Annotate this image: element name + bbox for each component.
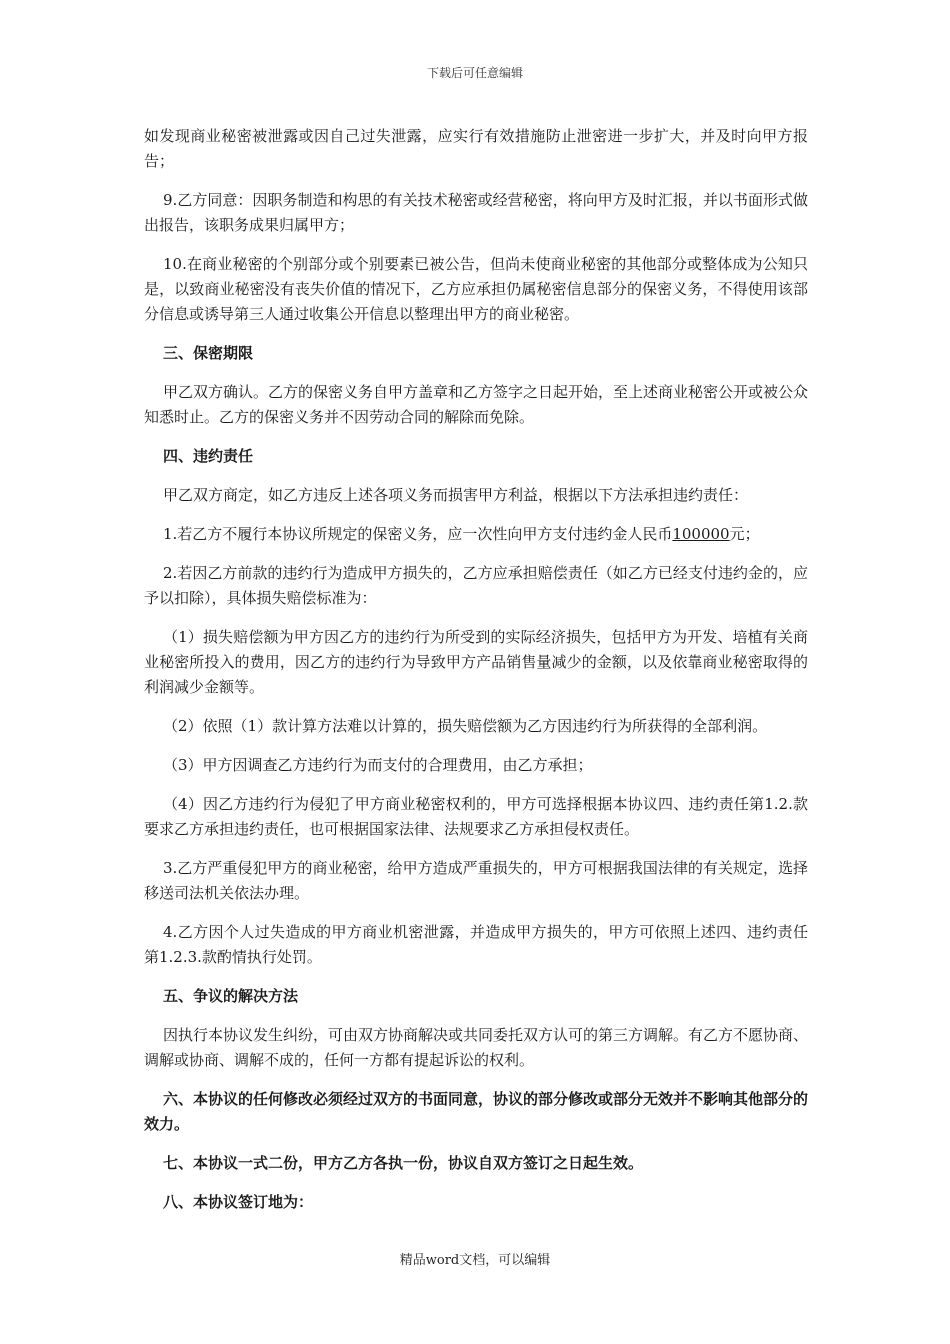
section-heading-confidentiality-period: 三、保密期限 xyxy=(163,344,254,362)
liability-item-1-suffix: 元； xyxy=(729,525,760,543)
clause-9: 9.乙方同意：因职务制造和构思的有关技术秘密或经营秘密，将向甲方及时汇报，并以书面形式做出报告，该职务成果归属甲方； xyxy=(144,191,808,234)
liability-item-1 xyxy=(144,522,808,547)
damage-standard-3: （3）甲方因调查乙方违约行为而支付的合理费用，由乙方承担； xyxy=(163,756,593,774)
confidentiality-period-text: 甲乙双方确认。乙方的保密义务自甲方盖章和乙方签字之日起开始，至上述商业秘密公开或被公众知悉时止。乙方的保密义务并不因劳动合同的解除而免除。 xyxy=(144,383,809,426)
clause-8-continuation: 如发现商业秘密被泄露或因自己过失泄露，应实行有效措施防止泄密进一步扩大，并及时向甲方报告； xyxy=(144,127,808,170)
penalty-amount: 100000 xyxy=(672,525,730,543)
section-heading-dispute: 五、争议的解决方法 xyxy=(163,987,299,1005)
section-six-amendment: 六、本协议的任何修改必须经过双方的书面同意，协议的部分修改或部分无效并不影响其他部分的效力。 xyxy=(144,1090,809,1133)
damage-standard-2: （2）依照（1）款计算方法难以计算的，损失赔偿额为乙方因违约行为所获得的全部利润。 xyxy=(163,717,768,735)
document-body xyxy=(144,124,808,1229)
liability-intro: 甲乙双方商定，如乙方违反上述各项义务而损害甲方利益，根据以下方法承担违约责任： xyxy=(163,486,749,504)
damage-standard-4: （4）因乙方违约行为侵犯了甲方商业秘密权利的，甲方可选择根据本协议四、违约责任第1.2.款要求乙方承担违约责任，也可根据国家法律、法规要求乙方承担侵权责任。 xyxy=(144,795,808,838)
section-seven-copies: 七、本协议一式二份，甲方乙方各执一份，协议自双方签订之日起生效。 xyxy=(163,1154,644,1172)
clause-10: 10.在商业秘密的个别部分或个别要素已被公告，但尚未使商业秘密的其他部分或整体成为公知只是，以致商业秘密没有丧失价值的情况下，乙方应承担仍属秘密信息部分的保密义务，不得使用该部分信息或诱导第三人通过收集公开信息以整理出甲方的商业秘密。 xyxy=(144,255,808,323)
section-heading-liability: 四、违约责任 xyxy=(163,447,254,465)
section-eight-location: 八、本协议签订地为： xyxy=(163,1193,314,1211)
page-footer: 精品word文档，可以编辑 xyxy=(399,1253,551,1268)
page-header: 下载后可任意编辑 xyxy=(426,66,523,80)
damage-standard-1: （1）损失赔偿额为甲方因乙方的违约行为所受到的实际经济损失，包括甲方为开发、培植有关商业秘密所投入的费用，因乙方的违约行为导致甲方产品销售量减少的金额，以及依靠商业秘密取得的利润减少金额等。 xyxy=(144,628,808,696)
liability-item-2: 2.若因乙方前款的违约行为造成甲方损失的，乙方应承担赔偿责任（如乙方已经支付违约金的，应予以扣除），具体损失赔偿标准为： xyxy=(144,564,808,607)
liability-item-4: 4.乙方因个人过失造成的甲方商业机密泄露，并造成甲方损失的，甲方可依照上述四、违约责任 第1.2.3.款酌情执行处罚。 xyxy=(144,923,808,966)
liability-item-1-text: 1.若乙方不履行本协议所规定的保密义务，应一次性向甲方支付违约金人民币 xyxy=(163,525,673,543)
liability-item-3: 3.乙方严重侵犯甲方的商业秘密，给甲方造成严重损失的，甲方可根据我国法律的有关规定，选择移送司法机关依法办理。 xyxy=(144,859,808,902)
dispute-text: 因执行本协议发生纠纷，可由双方协商解决或共同委托双方认可的第三方调解。有乙方不愿协商、调解或协商、调解不成的，任何一方都有提起诉讼的权利。 xyxy=(144,1026,809,1069)
